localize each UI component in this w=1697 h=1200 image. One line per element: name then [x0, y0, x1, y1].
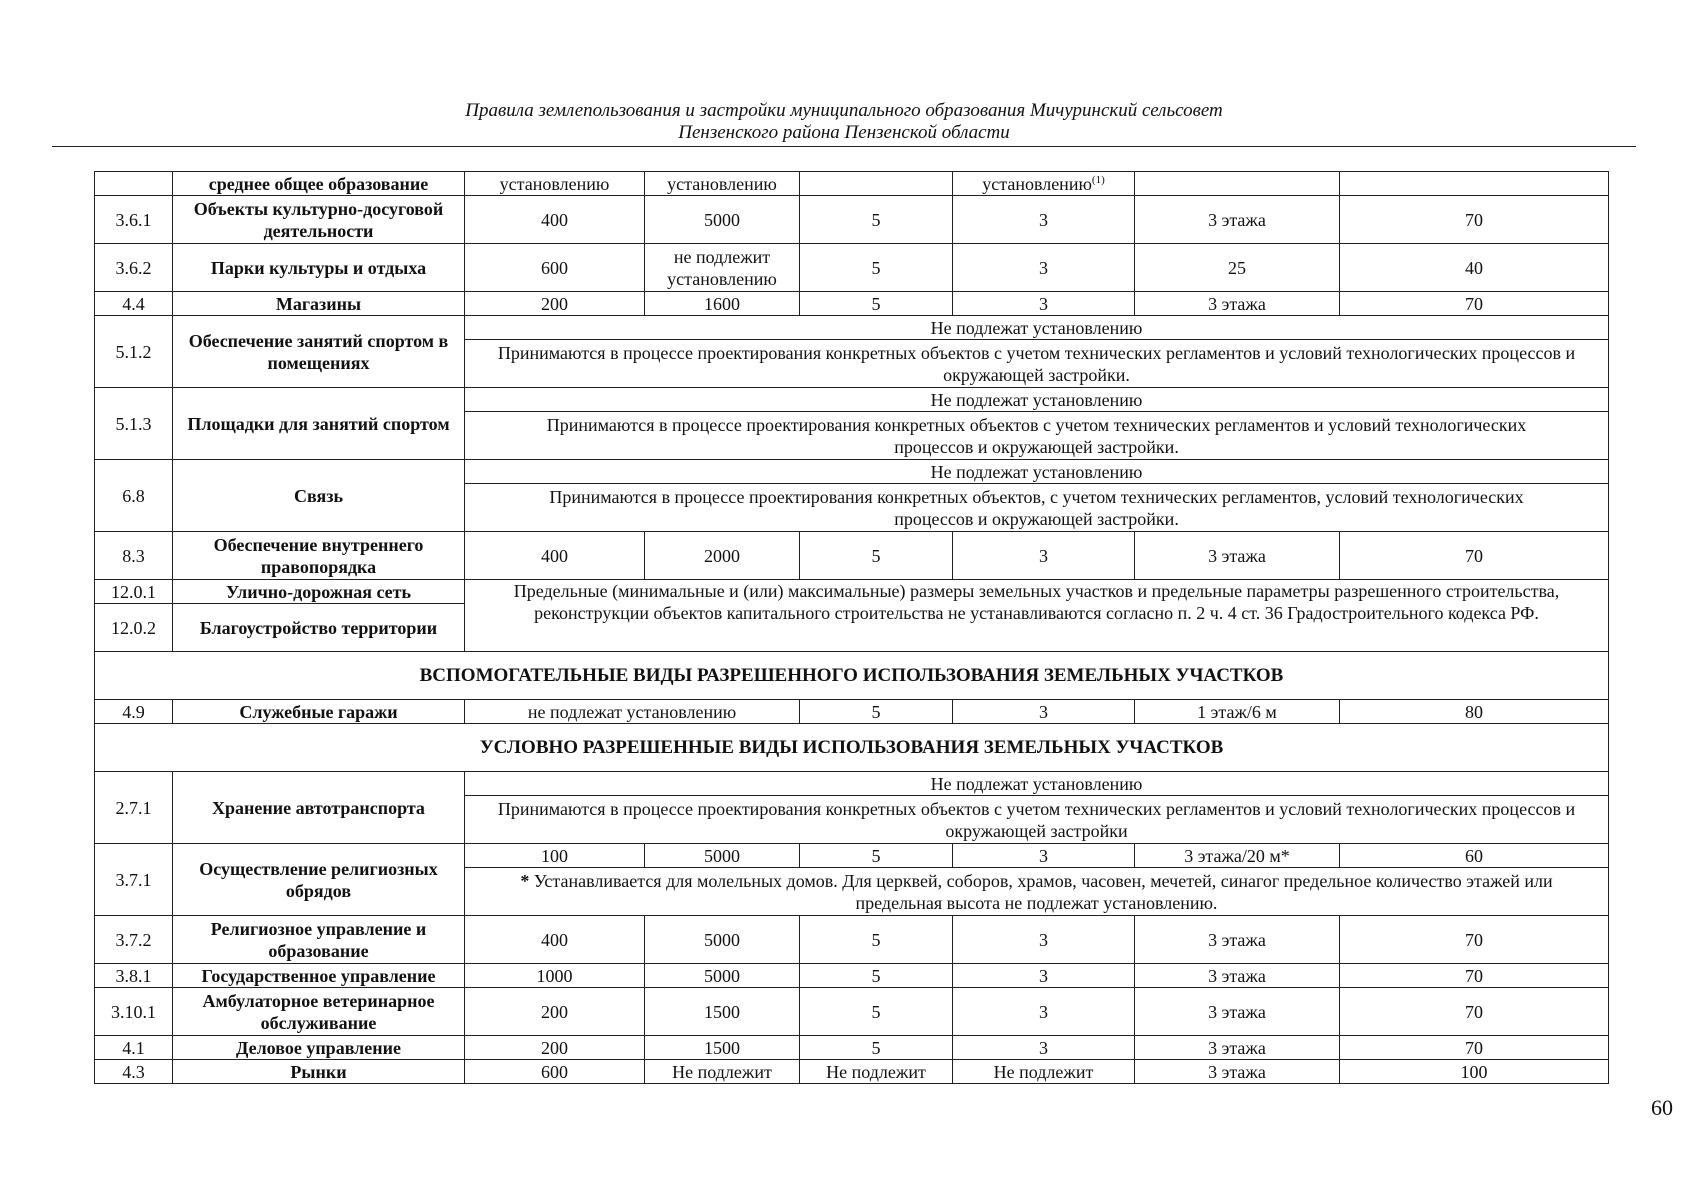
name-cell: Площадки для занятий спортом — [173, 388, 465, 460]
value-cell: 3 этажа/20 м* — [1135, 844, 1340, 868]
value-cell: 5000 — [645, 916, 800, 964]
value-cell: 70 — [1340, 532, 1609, 580]
merged-note-cell: Принимаются в процессе проектирования конкретных объектов с учетом технических регламентов и условий технологических процессов и окружающей застройки. — [465, 340, 1609, 388]
value-cell: 3 этажа — [1135, 988, 1340, 1036]
merged-cell: Не подлежат установлению — [465, 316, 1609, 340]
merged-cell: не подлежат установлению — [465, 700, 800, 724]
name-cell: Парки культуры и отдыха — [173, 244, 465, 292]
value-cell: 3 — [953, 988, 1135, 1036]
value-cell: 3 — [953, 1036, 1135, 1060]
name-cell: Хранение автотранспорта — [173, 772, 465, 844]
value-cell: не подлежит установлению — [645, 244, 800, 292]
value-cell: 1 этаж/6 м — [1135, 700, 1340, 724]
value-cell — [1340, 172, 1609, 196]
value-cell: 200 — [465, 292, 645, 316]
value-cell: 100 — [1340, 1060, 1609, 1084]
header-line-2: Пензенского района Пензенской области — [678, 122, 1010, 143]
merged-cell: Не подлежат установлению — [465, 460, 1609, 484]
code-cell — [95, 172, 173, 196]
name-cell: Обеспечение внутреннего правопорядка — [173, 532, 465, 580]
name-cell: Благоустройство территории — [173, 604, 465, 652]
code-cell: 5.1.2 — [95, 316, 173, 388]
value-cell: Не подлежит — [800, 1060, 953, 1084]
footnote-text: Устанавливается для молельных домов. Для церквей, соборов, храмов, часовен, мечетей, синагог предельное количество этажей или предельная высота не подлежат установлению. — [529, 870, 1553, 913]
value-cell: 5000 — [645, 964, 800, 988]
merged-note-cell: Принимаются в процессе проектирования конкретных объектов, с учетом технических регламентов, условий технологических процессов и окружающей застройки. — [465, 484, 1609, 532]
value-cell: установлению — [465, 172, 645, 196]
value-cell: 80 — [1340, 700, 1609, 724]
page-number: 60 — [1651, 1095, 1673, 1120]
code-cell: 3.10.1 — [95, 988, 173, 1036]
table-row — [95, 916, 1609, 964]
value-cell: установлению — [645, 172, 800, 196]
name-cell: Обеспечение занятий спортом в помещениях — [173, 316, 465, 388]
table-row — [95, 700, 1609, 724]
value-cell: 3 — [953, 292, 1135, 316]
code-cell: 3.7.1 — [95, 844, 173, 916]
code-cell: 4.9 — [95, 700, 173, 724]
value-cell: 70 — [1340, 916, 1609, 964]
section-heading: ВСПОМОГАТЕЛЬНЫЕ ВИДЫ РАЗРЕШЕННОГО ИСПОЛЬЗОВАНИЯ ЗЕМЕЛЬНЫХ УЧАСТКОВ — [95, 652, 1609, 700]
value-cell: 5000 — [645, 844, 800, 868]
value-cell: 1000 — [465, 964, 645, 988]
value-cell: 60 — [1340, 844, 1609, 868]
value-cell: 3 — [953, 844, 1135, 868]
code-cell: 12.0.1 — [95, 580, 173, 604]
value-cell: 200 — [465, 988, 645, 1036]
value-cell: 3 этажа — [1135, 964, 1340, 988]
land-use-table — [94, 171, 1609, 1084]
value-cell: 600 — [465, 244, 645, 292]
table-row — [95, 316, 1609, 340]
value-cell: 5 — [800, 244, 953, 292]
value-cell: 3 этажа — [1135, 1060, 1340, 1084]
table-row — [95, 460, 1609, 484]
header-line-1: Правила землепользования и застройки муниципального образования Мичуринский сельсовет — [465, 100, 1223, 121]
name-cell: Улично-дорожная сеть — [173, 580, 465, 604]
name-cell: Магазины — [173, 292, 465, 316]
code-cell: 4.1 — [95, 1036, 173, 1060]
table-row — [95, 532, 1609, 580]
value-cell: 5 — [800, 532, 953, 580]
value-cell: 3 этажа — [1135, 196, 1340, 244]
value-cell: 400 — [465, 196, 645, 244]
table-row — [95, 580, 1609, 604]
value-cell: Не подлежит — [645, 1060, 800, 1084]
code-cell: 3.6.2 — [95, 244, 173, 292]
table-row — [95, 292, 1609, 316]
value-cell: 5 — [800, 916, 953, 964]
table-row — [95, 172, 1609, 196]
name-cell: Осуществление религиозных обрядов — [173, 844, 465, 916]
value-cell: 3 — [953, 196, 1135, 244]
table-row — [95, 964, 1609, 988]
value-cell: 1500 — [645, 988, 800, 1036]
name-cell: Служебные гаражи — [173, 700, 465, 724]
value-cell: 25 — [1135, 244, 1340, 292]
code-cell: 12.0.2 — [95, 604, 173, 652]
merged-note-cell — [465, 868, 1609, 916]
value-cell — [1135, 172, 1340, 196]
value-cell: 3 этажа — [1135, 532, 1340, 580]
code-cell: 8.3 — [95, 532, 173, 580]
merged-cell: Не подлежат установлению — [465, 388, 1609, 412]
table-row — [95, 196, 1609, 244]
value-cell: 3 — [953, 964, 1135, 988]
code-cell: 4.3 — [95, 1060, 173, 1084]
section-heading-row — [95, 724, 1609, 772]
table-row — [95, 388, 1609, 412]
section-heading-row — [95, 652, 1609, 700]
name-cell: Государственное управление — [173, 964, 465, 988]
table-row — [95, 1060, 1609, 1084]
table-row — [95, 988, 1609, 1036]
merged-note-cell: Предельные (минимальные и (или) максимальные) размеры земельных участков и предельные параметры разрешенного строительства, реконструкции объектов капитального строительства не устанавливаются согласно п. 2 ч. 4 ст. 36 Градостроительного кодекса РФ. — [465, 580, 1609, 652]
code-cell: 2.7.1 — [95, 772, 173, 844]
name-cell: Рынки — [173, 1060, 465, 1084]
name-cell: Деловое управление — [173, 1036, 465, 1060]
value-cell: Не подлежит — [953, 1060, 1135, 1084]
value-cell: 5 — [800, 196, 953, 244]
value-cell: 5 — [800, 964, 953, 988]
value-cell: 70 — [1340, 1036, 1609, 1060]
code-cell: 6.8 — [95, 460, 173, 532]
value-cell: 400 — [465, 916, 645, 964]
value-cell — [800, 172, 953, 196]
value-cell: 600 — [465, 1060, 645, 1084]
value-cell: 5 — [800, 1036, 953, 1060]
value-cell: установлению$^{(1)}$ — [953, 172, 1135, 196]
value-cell: 1500 — [645, 1036, 800, 1060]
value-cell: 2000 — [645, 532, 800, 580]
value-cell: 5000 — [645, 196, 800, 244]
merged-cell: Не подлежат установлению — [465, 772, 1609, 796]
name-cell: Религиозное управление и образование — [173, 916, 465, 964]
value-cell: 3 этажа — [1135, 1036, 1340, 1060]
value-cell: 70 — [1340, 988, 1609, 1036]
table-row — [95, 1036, 1609, 1060]
code-cell: 4.4 — [95, 292, 173, 316]
value-cell: 3 — [953, 244, 1135, 292]
table-row — [95, 244, 1609, 292]
table-row — [95, 844, 1609, 868]
value-cell: 40 — [1340, 244, 1609, 292]
name-cell: Объекты культурно-досуговой деятельности — [173, 196, 465, 244]
value-cell: 3 этажа — [1135, 292, 1340, 316]
merged-note-cell: Принимаются в процессе проектирования конкретных объектов с учетом технических регламентов и условий технологических процессов и окружающей застройки — [465, 796, 1609, 844]
value-cell: 70 — [1340, 196, 1609, 244]
code-cell: 3.8.1 — [95, 964, 173, 988]
value-cell: 5 — [800, 988, 953, 1036]
value-cell: 1600 — [645, 292, 800, 316]
value-cell: 70 — [1340, 964, 1609, 988]
value-cell: 3 этажа — [1135, 916, 1340, 964]
merged-note-cell: Принимаются в процессе проектирования конкретных объектов с учетом технических регламентов и условий технологических процессов и окружающей застройки. — [465, 412, 1609, 460]
value-cell: 5 — [800, 700, 953, 724]
name-cell: Связь — [173, 460, 465, 532]
value-cell: 3 — [953, 700, 1135, 724]
value-cell: 3 — [953, 916, 1135, 964]
code-cell: 3.7.2 — [95, 916, 173, 964]
value-cell: 5 — [800, 844, 953, 868]
table-row — [95, 772, 1609, 796]
name-cell: Амбулаторное ветеринарное обслуживание — [173, 988, 465, 1036]
value-cell: 5 — [800, 292, 953, 316]
page-header — [52, 100, 1636, 147]
section-heading: УСЛОВНО РАЗРЕШЕННЫЕ ВИДЫ ИСПОЛЬЗОВАНИЯ ЗЕМЕЛЬНЫХ УЧАСТКОВ — [95, 724, 1609, 772]
value-cell: 70 — [1340, 292, 1609, 316]
value-cell: 3 — [953, 532, 1135, 580]
code-cell: 5.1.3 — [95, 388, 173, 460]
name-cell: среднее общее образование — [173, 172, 465, 196]
footnote-star: * — [520, 870, 530, 891]
code-cell: 3.6.1 — [95, 196, 173, 244]
value-cell: 100 — [465, 844, 645, 868]
value-cell: 400 — [465, 532, 645, 580]
value-cell: 200 — [465, 1036, 645, 1060]
